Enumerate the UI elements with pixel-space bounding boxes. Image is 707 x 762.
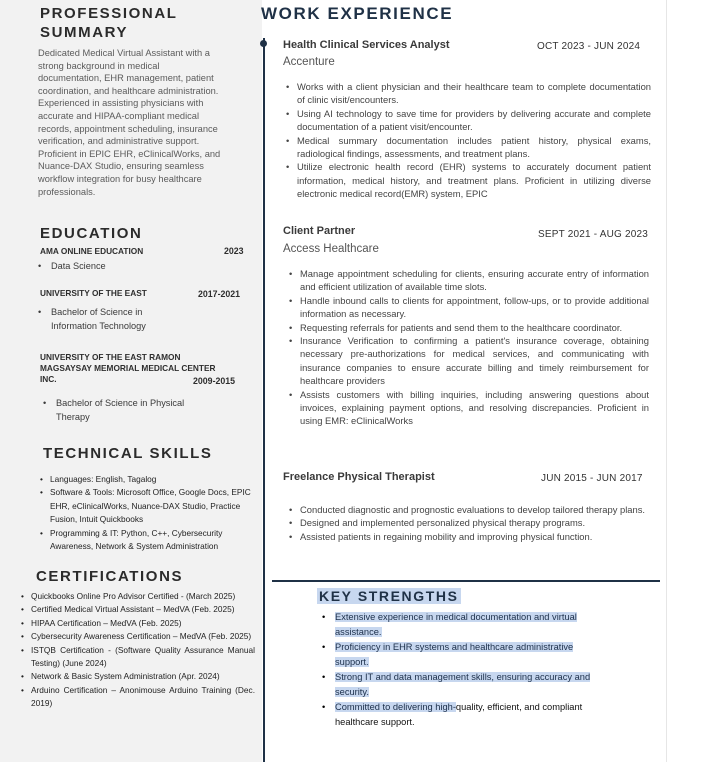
list-item: • Handle inbound calls to clients for appointment, follow-ups, or to provide additional information as necessary. bbox=[300, 294, 649, 321]
education-school: UNIVERSITY OF THE EAST bbox=[40, 288, 147, 298]
list-item: • Works with a client physician and their healthcare team to complete documentation of clinic visit/encounters. bbox=[297, 80, 651, 107]
job-title: Freelance Physical Therapist bbox=[283, 471, 435, 483]
list-item bbox=[335, 670, 603, 700]
list-item: • Manage appointment scheduling for clients, ensuring accurate entry of information and efficient utilization of available time slots. bbox=[300, 267, 649, 294]
education-heading: EDUCATION bbox=[40, 225, 143, 242]
list-item: • Network & Basic System Administration (Apr. 2024) bbox=[31, 670, 255, 683]
job-bullets bbox=[300, 267, 649, 428]
summary-text: Dedicated Medical Virtual Assistant with a strong background in medical documentation, EHR management, patient coordination, and healthcare administration. Experienced in assisting physicians with accurate and HIPAA-compliant medical records, appointment scheduling, insurance verification, and administrative support. Proficient in EPIC EHR, eClinicalWorks, and Nuance-DAX Studio, ensuring seamless workflow integration for busy healthcare professionals. bbox=[38, 48, 221, 197]
list-item: • Cybersecurity Awareness Certification – MedVA (Feb. 2025) bbox=[31, 630, 255, 643]
job-bullets bbox=[297, 80, 651, 201]
education-school: AMA ONLINE EDUCATION bbox=[40, 246, 144, 256]
technical-skills-list bbox=[50, 473, 256, 553]
list-item: • Requesting referrals for patients and send them to the healthcare coordinator. bbox=[300, 321, 649, 334]
job-company: Access Healthcare bbox=[283, 243, 379, 255]
job-title: Health Clinical Services Analyst bbox=[283, 39, 450, 51]
key-strengths-list bbox=[335, 610, 603, 730]
plain-text: quality, efficient, and compliant healthcare support. bbox=[335, 702, 583, 727]
list-item: • Insurance Verification to confirming a patient's insurance coverage, obtaining necessary pre-authorizations for medical services, and communicating with insurance companies to ensure accurate billing and timely reimbursement for healthcare providers bbox=[300, 334, 649, 388]
job-company: Accenture bbox=[283, 56, 335, 68]
list-item: • Programming & IT: Python, C++, Cybersecurity Awareness, Network & System Administration bbox=[50, 527, 256, 554]
highlighted-text: Strong IT and data management skills, ensuring accuracy and security. bbox=[335, 672, 591, 697]
education-year: 2009-2015 bbox=[193, 376, 236, 386]
summary-heading-line1: PROFESSIONAL bbox=[40, 5, 178, 22]
list-item: • Conducted diagnostic and prognostic evaluations to develop tailored therapy plans. bbox=[300, 503, 649, 516]
list-item bbox=[335, 700, 603, 730]
list-item: • HIPAA Certification – MedVA (Feb. 2025) bbox=[31, 617, 255, 630]
education-school: UNIVERSITY OF THE EAST RAMON MAGSAYSAY MEMORIAL MEDICAL CENTER INC. bbox=[40, 352, 216, 384]
job-bullets bbox=[300, 503, 649, 543]
list-item: • Medical summary documentation includes patient history, physical exams, radiological findings, assessments, and treatment plans. bbox=[297, 134, 651, 161]
certifications-heading: CERTIFICATIONS bbox=[36, 568, 184, 585]
list-item: • Using AI technology to save time for providers by delivering accurate and complete documentation of a patient visit/encounter. bbox=[297, 107, 651, 134]
timeline-line bbox=[263, 38, 265, 762]
list-item: • Certified Medical Virtual Assistant – MedVA (Feb. 2025) bbox=[31, 603, 255, 616]
job-dates: JUN 2015 - JUN 2017 bbox=[541, 473, 643, 484]
job-title: Client Partner bbox=[283, 225, 356, 237]
key-strengths-heading: KEY STRENGTHS bbox=[319, 588, 459, 604]
list-item: • Arduino Certification – Anonimouse Arduino Training (Dec. 2019) bbox=[31, 684, 255, 711]
section-divider bbox=[272, 580, 660, 582]
list-item bbox=[335, 640, 603, 670]
education-year: 2017-2021 bbox=[198, 289, 241, 299]
education-year: 2023 bbox=[224, 246, 244, 256]
list-item bbox=[335, 610, 603, 640]
list-item: • Assisted patients in regaining mobility and improving physical function. bbox=[300, 530, 649, 543]
list-item: • Languages: English, Tagalog bbox=[50, 473, 256, 486]
job-dates: OCT 2023 - JUN 2024 bbox=[537, 41, 641, 52]
technical-skills-heading: TECHNICAL SKILLS bbox=[43, 445, 213, 462]
highlighted-text: Committed to delivering high- bbox=[335, 702, 456, 712]
list-item: • Software & Tools: Microsoft Office, Google Docs, EPIC EHR, eClinicalWorks, Nuance-DAX Studio, Practice Fusion, Intuit Quickbooks bbox=[50, 486, 256, 526]
page-margin bbox=[666, 0, 707, 762]
list-item: • Quickbooks Online Pro Advisor Certified - (March 2025) bbox=[31, 590, 255, 603]
job-dates: SEPT 2021 - AUG 2023 bbox=[538, 229, 648, 240]
highlighted-text: Extensive experience in medical documentation and virtual assistance. bbox=[335, 612, 577, 637]
timeline-dot bbox=[260, 40, 267, 47]
list-item: • Utilize electronic health record (EHR) systems to accurately document patient information, medical history, and treatment plans. Proficient in utilizing diverse electronic medical record(EMR) system, EPIC bbox=[297, 160, 651, 200]
education-degree: • Bachelor of Science in Information Technology bbox=[51, 305, 181, 333]
list-item: • Assists customers with billing inquiries, including answering questions about invoices, explaining payment options, and resolving discrepancies. Proficient in using EMR: eClinicalWorks bbox=[300, 388, 649, 428]
work-experience-heading: WORK EXPERIENCE bbox=[261, 4, 454, 23]
list-item: • ISTQB Certification - (Software Quality Assurance Manual Testing) (June 2024) bbox=[31, 644, 255, 671]
summary-heading-line2: SUMMARY bbox=[40, 24, 129, 41]
education-degree: • Bachelor of Science in Physical Therapy bbox=[56, 396, 206, 424]
highlighted-text: Proficiency in EHR systems and healthcare administrative support. bbox=[335, 642, 574, 667]
summary-heading bbox=[40, 4, 178, 42]
certifications-list bbox=[31, 590, 255, 711]
education-degree: • Data Science bbox=[51, 259, 201, 273]
list-item: • Designed and implemented personalized physical therapy programs. bbox=[300, 516, 649, 529]
